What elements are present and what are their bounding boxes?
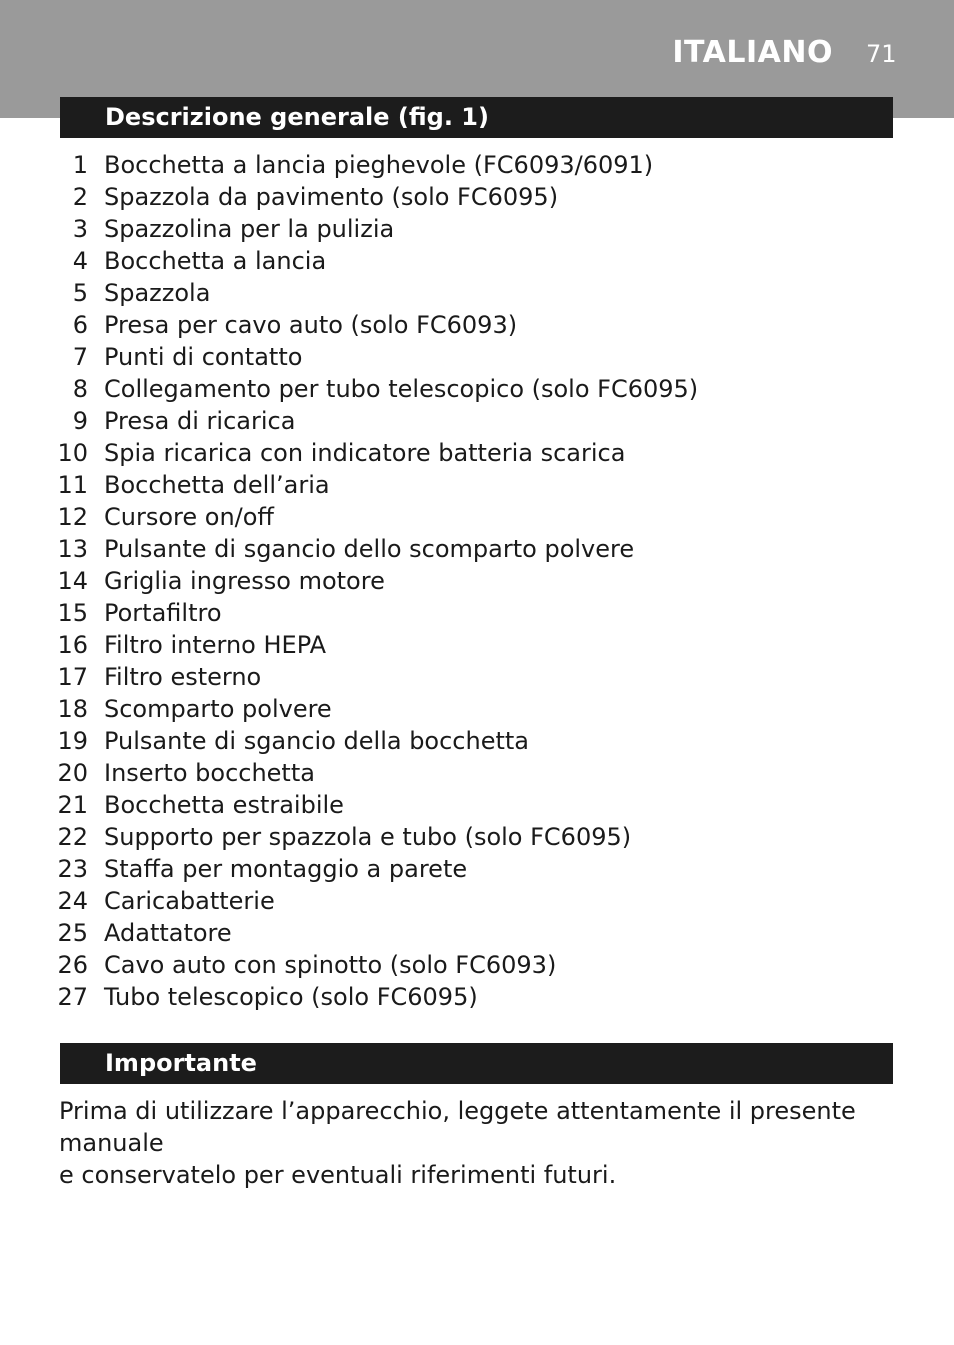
list-item-label: Pulsante di sgancio della bocchetta [104,727,530,755]
list-item-number: 5 [72,279,88,307]
list-item-label: Pulsante di sgancio dello scomparto polvere [104,535,635,563]
list-item-number: 7 [72,343,88,371]
list-item-label: Staffa per montaggio a parete [104,855,468,883]
list-item-label: Adattatore [104,919,232,947]
list-item-number: 19 [57,727,88,755]
list-item-number: 12 [57,503,88,531]
list-item-number: 11 [57,471,88,499]
list-item-number: 10 [57,439,88,467]
list-item-number: 17 [57,663,88,691]
section-title-general-text: Descrizione generale (fig. 1) [105,103,489,131]
page-number: 71 [866,40,897,68]
important-line-1: Prima di utilizzare l’apparecchio, leggete attentamente il presente manuale [59,1097,856,1157]
list-item-number: 24 [57,887,88,915]
list-item-number: 6 [72,311,88,339]
important-paragraph [59,1095,899,1191]
list-item-number: 9 [72,407,88,435]
list-item-label: Spia ricarica con indicatore batteria scarica [104,439,626,467]
list-item-number: 21 [57,791,88,819]
list-item-number: 23 [57,855,88,883]
list-item-label: Caricabatterie [104,887,275,915]
list-item-number: 15 [57,599,88,627]
list-item-number: 27 [57,983,88,1011]
section-title-important [60,1043,893,1084]
section-title-general [60,97,893,138]
list-item-number: 13 [57,535,88,563]
list-item-label: Bocchetta estraibile [104,791,344,819]
list-item-label: Collegamento per tubo telescopico (solo FC6095) [104,375,699,403]
list-item-label: Filtro esterno [104,663,262,691]
list-item-number: 1 [72,151,88,179]
list-item-number: 20 [57,759,88,787]
list-item-label: Inserto bocchetta [104,759,315,787]
list-item-number: 26 [57,951,88,979]
section-title-important-text: Importante [105,1049,257,1077]
list-item-label: Spazzola da pavimento (solo FC6095) [104,183,559,211]
list-item-label: Tubo telescopico (solo FC6095) [104,983,478,1011]
important-line-2: e conservatelo per eventuali riferimenti futuri. [59,1161,617,1189]
list-item-label: Filtro interno HEPA [104,631,327,659]
list-item-label: Bocchetta a lancia [104,247,327,275]
list-item-number: 25 [57,919,88,947]
list-item-label: Spazzola [104,279,211,307]
list-item-number: 18 [57,695,88,723]
list-item-label: Spazzolina per la pulizia [104,215,395,243]
list-item-label: Portafiltro [104,599,222,627]
list-item-label: Griglia ingresso motore [104,567,385,595]
list-item-label: Cavo auto con spinotto (solo FC6093) [104,951,557,979]
list-item-number: 4 [72,247,88,275]
list-item-number: 3 [72,215,88,243]
list-item-label: Presa per cavo auto (solo FC6093) [104,311,518,339]
list-item-label: Supporto per spazzola e tubo (solo FC6095) [104,823,632,851]
list-item-number: 22 [57,823,88,851]
list-item-label: Cursore on/off [104,503,274,531]
language-heading: ITALIANO [672,35,833,70]
list-item-label: Scomparto polvere [104,695,332,723]
list-item-label: Bocchetta dell’aria [104,471,330,499]
list-item-label: Presa di ricarica [104,407,296,435]
list-item-label: Bocchetta a lancia pieghevole (FC6093/6091) [104,151,654,179]
list-item-label: Punti di contatto [104,343,303,371]
list-item-number: 14 [57,567,88,595]
list-item-number: 16 [57,631,88,659]
list-item-number: 8 [72,375,88,403]
list-item-number: 2 [72,183,88,211]
